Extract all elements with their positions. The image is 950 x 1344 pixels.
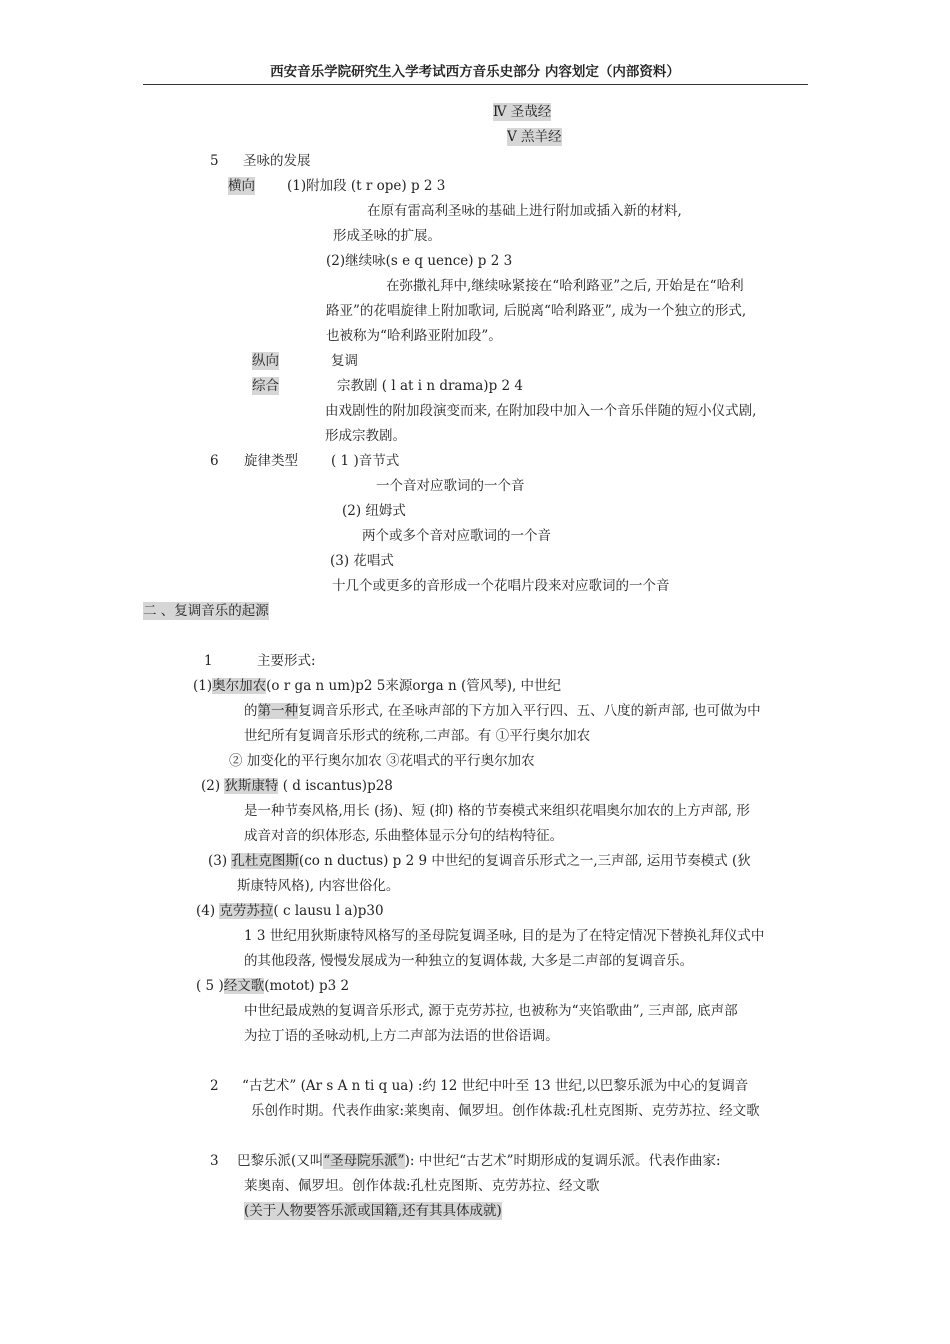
point2-text: “古艺术” (Ar s A n ti q ua) :约 12 世纪中叶至 13 世纪,以巴黎乐派为中心的复调音: [242, 1078, 749, 1094]
form1-desc-1: 的第一种复调音乐形式, 在圣咏声部的下方加入平行四、五、八度的新声部, 也可做为中: [244, 703, 761, 719]
form2-desc-2: 成音对音的织体形态, 乐曲整体显示分句的结构特征。: [244, 828, 564, 844]
sequence-desc-2: 路亚”的花唱旋律上附加歌词, 后脱离“哈利路亚”, 成为一个独立的形式,: [326, 303, 747, 319]
trope-line: (1)附加段 (t r ope) p 2 3: [287, 178, 446, 194]
melody-type-a: ( 1 )音节式: [331, 453, 400, 469]
form5-desc-2: 为拉丁语的圣咏动机,上方二声部为法语的世俗语调。: [244, 1028, 559, 1044]
tag-heng: 横向: [228, 178, 255, 194]
point1-number: 1: [204, 653, 213, 669]
form2-desc-1: 是一种节奏风格,用长 (扬)、短 (抑) 格的节奏模式来组织花唱奥尔加农的上方声部, 形: [244, 803, 750, 819]
section5-title: 圣咏的发展: [243, 153, 311, 169]
tag-zonghe: 综合: [252, 378, 279, 394]
sequence-line: (2)继续咏(s e q uence) p 2 3: [326, 253, 513, 269]
form1-desc-3: ② 加变化的平行奥尔加农 ③花唱式的平行奥尔加农: [229, 753, 535, 769]
drama-line: 宗教剧 ( l at i n drama)p 2 4: [337, 378, 523, 394]
trope-desc-2: 形成圣咏的扩展。: [333, 228, 441, 244]
form2-name: 狄斯康特: [224, 778, 279, 794]
sequence-desc-3: 也被称为“哈利路亚附加段”。: [326, 328, 502, 344]
item-v: Ⅴ 羔羊经: [507, 129, 562, 145]
section6-number: 6: [210, 453, 219, 469]
drama-desc-1: 由戏剧性的附加段演变而来, 在附加段中加入一个音乐伴随的短小仪式剧,: [325, 403, 757, 419]
section6-title: 旋律类型: [244, 453, 298, 469]
page-header-title: 西安音乐学院研究生入学考试西方音乐史部分 内容划定（内部资料）: [270, 64, 680, 80]
form4-name: 克劳苏拉: [219, 903, 274, 919]
melody-type-c-desc: 十几个或更多的音形成一个花唱片段来对应歌词的一个音: [332, 578, 670, 594]
melody-type-c: (3) 花唱式: [330, 553, 394, 569]
point3-highlight: “圣母院乐派”: [323, 1153, 405, 1169]
form3-line: (3) 孔杜克图斯(co n ductus) p 2 9 中世纪的复调音乐形式之一,三声部, 运用节奏模式 (狄: [208, 853, 751, 869]
header-rule: [143, 84, 808, 85]
form1-desc-2: 世纪所有复调音乐形式的统称,二声部。有 ①平行奥尔加农: [244, 728, 591, 744]
drama-desc-2: 形成宗教剧。: [325, 428, 406, 444]
form1-line: [193, 677, 561, 695]
melody-type-b: (2) 纽姆式: [342, 503, 406, 519]
item-iv: Ⅳ 圣哉经: [493, 104, 552, 120]
zong-text: 复调: [331, 353, 358, 369]
section5-number: 5: [210, 153, 219, 169]
form1-prefix: (1): [193, 678, 213, 694]
point3-text: 巴黎乐派(又叫“圣母院乐派”): 中世纪“古艺术”时期形成的复调乐派。代表作曲家:: [237, 1153, 721, 1169]
form4-line: (4) 克劳苏拉( c lausu l a)p30: [196, 903, 384, 919]
form1-name: 奥尔加农: [212, 678, 267, 694]
trope-desc-1: 在原有雷高利圣咏的基础上进行附加或插入新的材料,: [367, 203, 682, 219]
form4-desc-2: 的其他段落, 慢慢发展成为一种独立的复调体裁, 大多是二声部的复调音乐。: [244, 953, 694, 969]
form1-first-highlight: 第一种: [257, 703, 298, 719]
tag-zong: 纵向: [252, 353, 279, 369]
form3-name: 孔杜克图斯: [231, 853, 299, 869]
point3-note: (关于人物要答乐派或国籍,还有其具体成就): [244, 1203, 502, 1219]
form3-desc-1: 斯康特风格), 内容世俗化。: [237, 878, 400, 894]
form1-rest: (o r ga n um)p2 5来源orga n (管风琴), 中世纪: [266, 678, 562, 694]
form5-desc-1: 中世纪最成熟的复调音乐形式, 源于克劳苏拉, 也被称为“夹馅歌曲”, 三声部, 底声部: [244, 1003, 738, 1019]
point1-title: 主要形式:: [257, 653, 316, 669]
form5-line: ( 5 )经文歌(motot) p3 2: [196, 978, 350, 994]
form5-name: 经文歌: [223, 978, 265, 994]
section2-title: 二 、复调音乐的起源: [143, 603, 269, 619]
sequence-desc-1: 在弥撒礼拜中,继续咏紧接在“哈利路亚”之后, 开始是在“哈利: [386, 278, 744, 294]
melody-type-a-desc: 一个音对应歌词的一个音: [376, 478, 525, 494]
point3-number: 3: [210, 1153, 219, 1169]
point2-number: 2: [210, 1078, 219, 1094]
point2-desc-1: 乐创作时期。代表作曲家:莱奥南、佩罗坦。创作体裁:孔杜克图斯、克劳苏拉、经文歌: [251, 1103, 760, 1119]
form4-desc-1: 1 3 世纪用狄斯康特风格写的圣母院复调圣咏, 目的是为了在特定情况下替换礼拜仪式中: [244, 928, 765, 944]
melody-type-b-desc: 两个或多个音对应歌词的一个音: [362, 528, 551, 544]
point3-desc-1: 莱奥南、佩罗坦。创作体裁:孔杜克图斯、克劳苏拉、经文歌: [244, 1178, 600, 1194]
form2-line: (2) 狄斯康特 ( d iscantus)p28: [201, 778, 393, 794]
